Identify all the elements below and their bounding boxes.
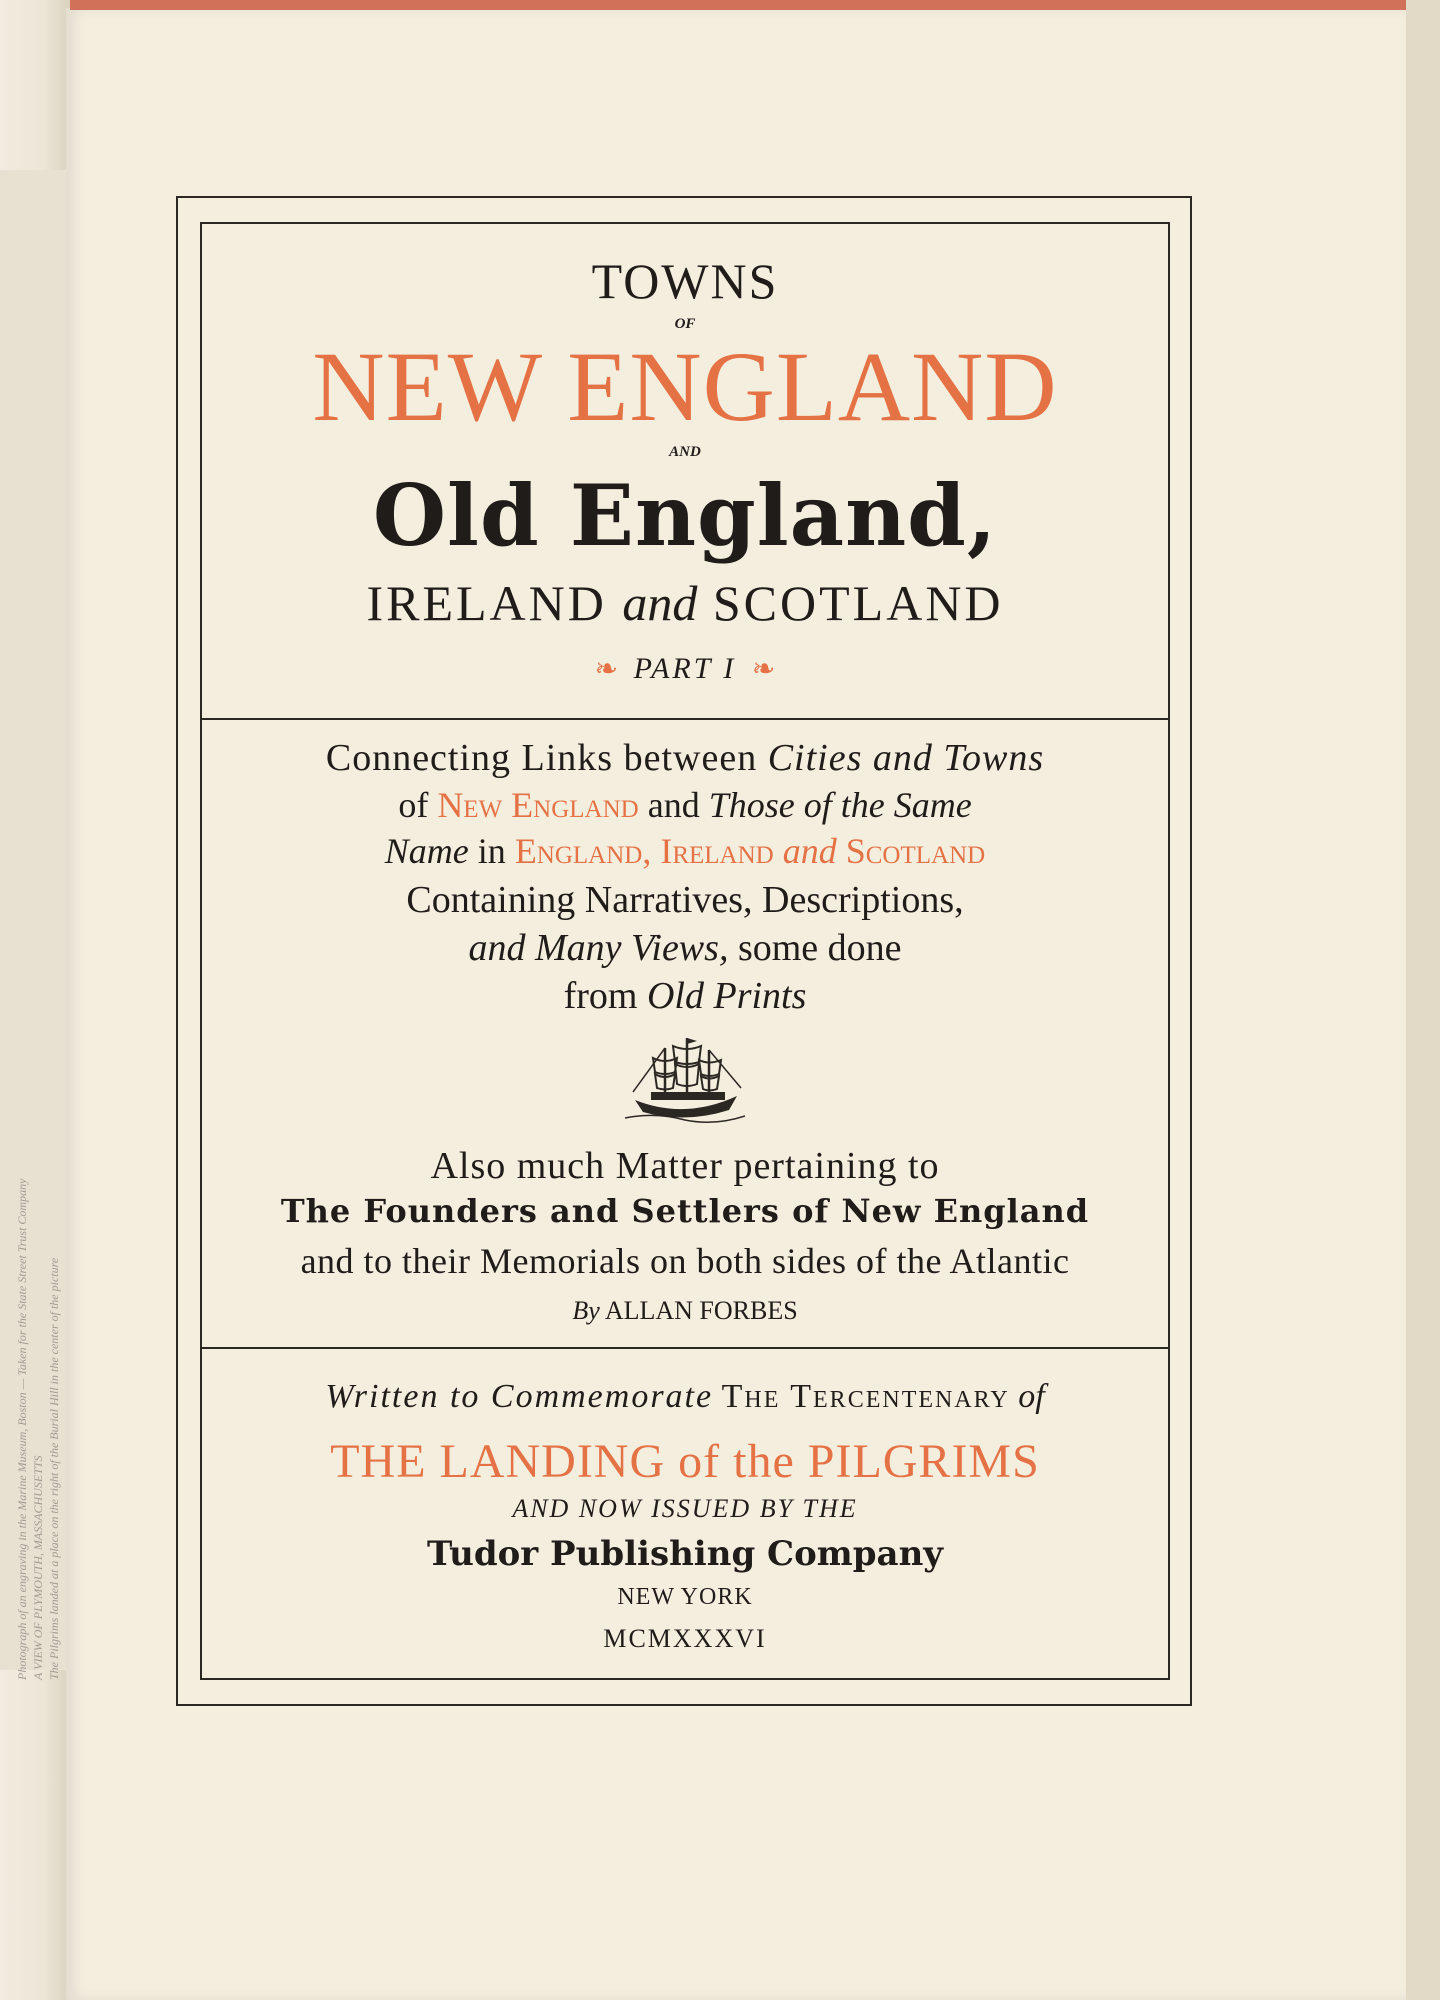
- year-line: MCMXXXVI: [603, 1624, 767, 1653]
- desc-line-5: [200, 926, 1170, 970]
- desc-line-6: [200, 974, 1170, 1018]
- desc-england-ireland: England, Ireland: [514, 831, 774, 871]
- desc-many-views: and Many Views,: [468, 927, 729, 969]
- desc-some-done: some done: [737, 927, 902, 969]
- title-new-england: NEW ENGLAND: [312, 331, 1058, 442]
- part-line: [200, 652, 1170, 686]
- title-ireland-scotland: [200, 574, 1170, 632]
- commemoration-line: [200, 1378, 1170, 1416]
- desc-line-4: Containing Narratives, Descriptions,: [406, 879, 964, 921]
- desc-of: of: [398, 785, 429, 825]
- desc-line-1: [200, 736, 1170, 780]
- divider-top: [200, 718, 1170, 720]
- city-line: NEW YORK: [617, 1584, 753, 1610]
- title-and: AND: [669, 444, 701, 460]
- title-scotland: SCOTLAND: [712, 575, 1004, 631]
- facing-caption-line-3: The Pilgrims landed at a place on the right of the Burial Hill in the center of the picture: [47, 1257, 61, 1680]
- desc-connecting: Connecting Links between: [325, 737, 758, 779]
- floral-fleuron-icon: ❧: [751, 654, 776, 685]
- commemoration-of: of: [1018, 1378, 1045, 1415]
- title-old-england: Old England,: [372, 466, 998, 565]
- facing-page-caption: [14, 180, 70, 1680]
- desc-and: and: [647, 785, 700, 825]
- title-towns: TOWNS: [591, 253, 779, 309]
- facing-page: [0, 0, 72, 2000]
- desc-from: from: [563, 975, 638, 1017]
- page-top-edge: [70, 0, 1410, 10]
- desc-memorials-line: and to their Memorials on both sides of the Atlantic: [300, 1241, 1070, 1281]
- desc-scotland: Scotland: [845, 831, 986, 871]
- issued-line: AND NOW ISSUED BY THE: [512, 1494, 858, 1523]
- title-and-italic: and: [622, 575, 698, 631]
- desc-in: in: [477, 831, 506, 871]
- byline: [200, 1296, 1170, 1326]
- desc-line-2: [200, 784, 1170, 826]
- desc-name: Name: [384, 831, 469, 871]
- byline-by: By: [572, 1296, 600, 1325]
- facing-caption-line-2: A VIEW OF PLYMOUTH, MASSACHUSETTS: [31, 1455, 45, 1680]
- sailing-ship-icon: [200, 1034, 1170, 1134]
- part-label: PART I: [633, 652, 737, 685]
- desc-old-prints: Old Prints: [646, 975, 807, 1017]
- desc-also-line: Also much Matter pertaining to: [430, 1145, 940, 1187]
- desc-line-3: [200, 830, 1170, 872]
- byline-author: ALLAN FORBES: [604, 1296, 798, 1325]
- commemoration-tercentenary: The Tercentenary: [721, 1378, 1010, 1415]
- publisher-line: Tudor Publishing Company: [426, 1534, 944, 1574]
- desc-and-italic: and: [782, 831, 837, 871]
- page-right-edge: [1406, 0, 1440, 2000]
- title-ireland: IRELAND: [366, 575, 607, 631]
- divider-bottom: [200, 1347, 1170, 1349]
- desc-founders-line: The Founders and Settlers of New England: [280, 1192, 1090, 1230]
- title-of: OF: [674, 316, 696, 332]
- floral-fleuron-icon: ❧: [594, 654, 619, 685]
- desc-new-england: New England: [437, 785, 639, 825]
- desc-those-same: Those of the Same: [708, 785, 972, 825]
- landing-line: THE LANDING of the PILGRIMS: [330, 1435, 1040, 1488]
- commemoration-written: Written to Commemorate: [325, 1378, 714, 1415]
- desc-cities-towns: Cities and Towns: [767, 737, 1045, 779]
- facing-caption-line-1: Photograph of an engraving in the Marine Museum, Boston — Taken for the State Street Trust Company: [15, 1178, 29, 1680]
